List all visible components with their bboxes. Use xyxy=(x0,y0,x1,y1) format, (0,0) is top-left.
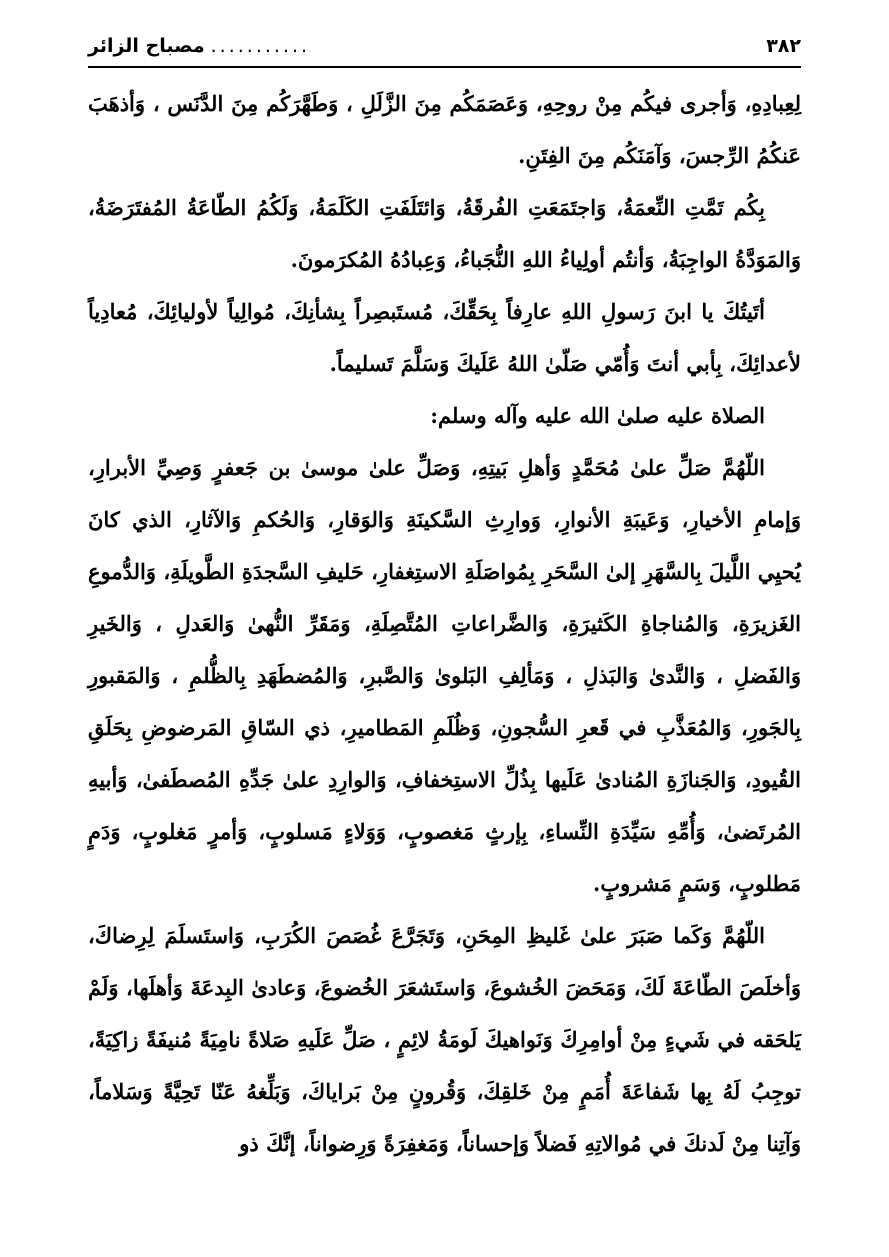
page-header xyxy=(88,26,801,66)
page-number: ٣٨٢ xyxy=(766,35,801,57)
book-title: مصباح الزائر xyxy=(88,35,205,57)
paragraph-3: أتَيتُكَ يا ابنَ رَسولِ اللهِ عارِفاً بِحَقِّكَ، مُستَبصِراً بِشأنِكَ، مُوالِياً لأوليائِكَ، مُعادِياً لأعدائِكَ، بِأبي أنتَ وَأُمّي صَلّىٰ اللهُ عَلَيكَ وَسَلَّمَ تَسليماً. xyxy=(88,299,801,376)
header-dot-leader: ........... xyxy=(210,35,311,57)
section-heading: الصلاة عليه صلىٰ الله عليه وآله وسلم: xyxy=(430,403,765,428)
paragraph-1: لِعِبادِهِ، وَأجرى فيكُم مِنْ روحِهِ، وَعَصَمَكُم مِنَ الزَّلَلِ ، وَطَهَّرَكُم مِنَ الدَّنَس ، وَأذهَبَ عَنكُمُ الرِّجسَ، وَآمَنَكُم مِنَ الفِتَنِ. xyxy=(88,91,801,168)
paragraph-5: اللّهُمَّ وَكَما صَبَرَ علىٰ غَليظِ المِحَنِ، وَتَجَرَّعَ غُصَصَ الكُرَبِ، وَاستَسلَمَ لِرِضاكَ، وَأخلَصَ الطّاعَةَ لَكَ، وَمَحَضَ الخُشوعَ، وَاستَشعَرَ الخُضوعَ، وَعادىٰ البِدعَةَ وَأهلَها، وَلَمْ يَلحَقه في شَيءٍ مِنْ أوامِرِكَ وَنَواهيكَ لَومَةُ لائِمٍ ، صَلِّ عَلَيهِ صَلاةً نامِيَةً مُنيفَةً زاكِيَةً، توجِبُ لَهُ بِها شَفاعَةَ أُمَمٍ مِنْ خَلقِكَ، وَقُرونٍ مِنْ بَراياكَ، وَبَلِّغهُ عَنّا تَحِيَّةً وَسَلاماً، وَآتِنا مِنْ لَدنكَ في مُوالاتِهِ فَضلاً وَإحساناً، وَمَغفِرَةً وَرِضواناً، إنَّكَ ذو xyxy=(88,923,801,1156)
page-body xyxy=(88,78,801,1170)
paragraph-4: اللّهُمَّ صَلِّ علىٰ مُحَمَّدٍ وَأهلِ بَيتِهِ، وَصَلِّ علىٰ موسىٰ بن جَعفرٍ وَصِيِّ الأبرارِ، وَإمامِ الأخيارِ، وَعَيبَةِ الأنوارِ، وَوارِثِ السَّكينَةِ وَالوَقارِ، وَالحُكمِ وَالآثارِ، الذي كانَ يُحيِي اللَّيلَ بِالسَّهَرِ إلىٰ السَّحَرِ بِمُواصَلَةِ الاستِغفارِ، حَليفِ السَّجدَةِ الطَّويلَةِ، وَالدُّموعِ الغَزيرَةِ، وَالمُناجاةِ الكَثيرَةِ، وَالضَّراعاتِ المُتَّصِلَةِ، وَمَقَرِّ النُّهىٰ وَالعَدلِ ، وَالخَيرِ وَالفَضلِ ، وَالنَّدىٰ وَالبَذلِ ، وَمَألِفِ البَلوىٰ وَالصَّبرِ، وَالمُضطَهَدِ بِالظُّلمِ ، وَالمَقبورِ بِالجَورِ، وَالمُعَذَّبِ في قَعرِ السُّجونِ، وَظُلَمِ المَطاميرِ، ذي السّاقِ المَرضوضِ بِحَلَقِ القُيودِ، وَالجَنازَةِ المُنادىٰ عَلَيها بِذُلِّ الاستِخفافِ، وَالوارِدِ علىٰ جَدِّهِ المُصطَفىٰ، وَأبيهِ المُرتَضىٰ، وَأُمِّهِ سَيِّدَةِ النِّساءِ، بِإرثٍ مَغصوبٍ، وَوَلاءٍ مَسلوبٍ، وَأمرٍ مَغلوبٍ، وَدَمٍ مَطلوبٍ، وَسَمٍ مَشروبٍ. xyxy=(88,455,801,896)
running-header xyxy=(88,35,310,57)
paragraph-2: بِكُم تَمَّتِ النِّعمَةُ، وَاجتَمَعَتِ الفُرقَةُ، وَائتَلَفَتِ الكَلَمَةُ، وَلَكُمُ الطّاعَةُ المُفتَرَضَةُ، وَالمَوَدَّةُ الواجِبَةُ، وَأنتُم أولِياءُ اللهِ النُّجَباءُ، وَعِبادُهُ المُكرَمونَ. xyxy=(88,195,801,272)
header-divider xyxy=(88,66,801,68)
